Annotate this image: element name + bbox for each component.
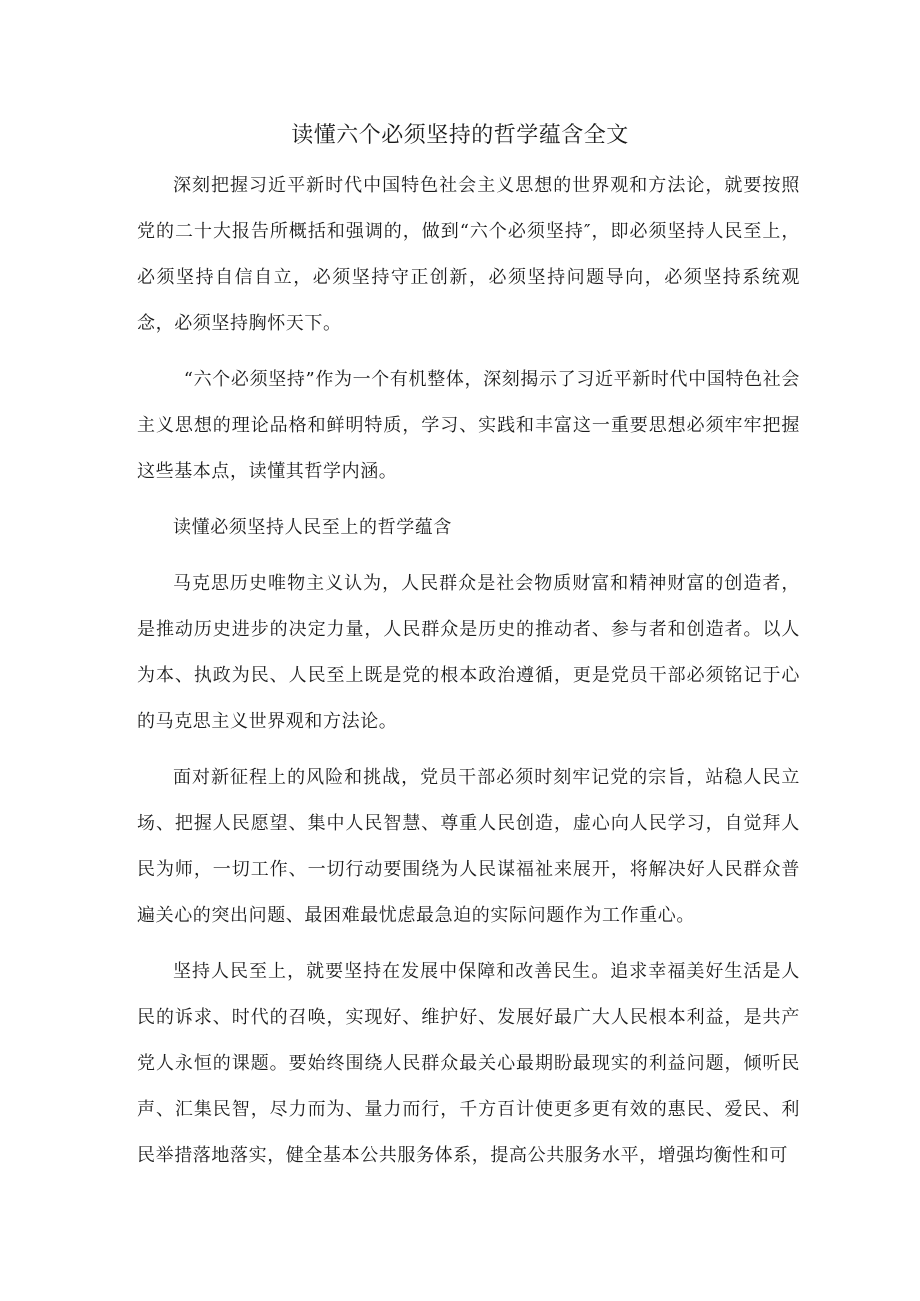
paragraph-summary: “六个必须坚持”作为一个有机整体，深刻揭示了习近平新时代中国特色社会主义思想的理论品格和鲜明特质，学习、实践和丰富这一重要思想必须牢牢把握这些基本点，读懂其哲学内涵。 bbox=[137, 369, 800, 482]
document-title: 读懂六个必须坚持的哲学蕴含全文 bbox=[291, 123, 629, 148]
paragraph-marxism: 马克思历史唯物主义认为，人民群众是社会物质财富和精神财富的创造者，是推动历史进步的决定力量，人民群众是历史的推动者、参与者和创造者。以人为本、执政为民、人民至上既是党的根本政治遵循，更是党员干部必须铭记于心的马克思主义世界观和方法论。 bbox=[137, 573, 800, 732]
section-heading: 读懂必须坚持人民至上的哲学蕴含 bbox=[173, 517, 452, 538]
paragraph-livelihood: 坚持人民至上，就要坚持在发展中保障和改善民生。追求幸福美好生活是人民的诉求、时代的召唤，实现好、维护好、发展好最广大人民根本利益，是共产党人永恒的课题。要始终围绕人民群众最关心最期盼最现实的利益问题，倾听民声、汇集民智，尽力而为、量力而行，千方百计使更多更有效的惠民、爱民、利民举措落地落实，健全基本公共服务体系，提高公共服务水平，增强均衡性和可 bbox=[137, 961, 800, 1166]
paragraph-challenges: 面对新征程上的风险和挑战，党员干部必须时刻牢记党的宗旨，站稳人民立场、把握人民愿望、集中人民智慧、尊重人民创造，虚心向人民学习，自觉拜人民为师，一切工作、一切行动要围绕为人民谋福祉来展开，将解决好人民群众普遍关心的突出问题、最困难最忧虑最急迫的实际问题作为工作重心。 bbox=[137, 767, 800, 926]
paragraph-intro: 深刻把握习近平新时代中国特色社会主义思想的世界观和方法论，就要按照党的二十大报告所概括和强调的，做到“六个必须坚持″，即必须坚持人民至上，必须坚持自信自立，必须坚持守正创新，必须坚持问题导向，必须坚持系统观念，必须坚持胸怀天下。 bbox=[137, 175, 800, 334]
document-body bbox=[137, 163, 800, 1179]
